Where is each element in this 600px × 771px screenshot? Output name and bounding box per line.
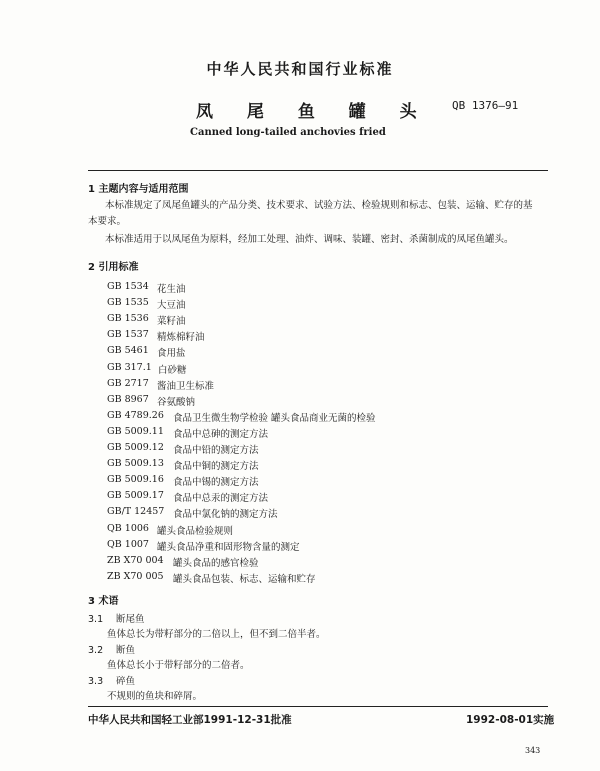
reference-code: GB 1536 — [107, 313, 149, 325]
reference-code: GB 1537 — [107, 329, 149, 341]
standard-number: QB 1376—91 — [452, 99, 519, 112]
reference-code: QB 1006 — [107, 522, 149, 534]
reference-title: 食品中总汞的测定方法 — [173, 493, 269, 505]
reference-title: 白砂糖 — [158, 364, 187, 376]
reference-code: GB 5009.11 — [107, 425, 164, 437]
term-number: 3.3 — [88, 676, 104, 687]
issuing-body-header: 中华人民共和国行业标准 — [206, 60, 394, 78]
footer-divider — [88, 706, 548, 707]
reference-code: ZB X70 004 — [107, 554, 164, 566]
reference-code: GB 8967 — [107, 393, 149, 405]
reference-code: GB/T 12457 — [107, 506, 165, 518]
term-definition: 鱼体总长为带籽部分的二倍以上，但不到二倍半者。 — [107, 629, 326, 640]
term-definition: 不规则的鱼块和碎屑。 — [107, 691, 203, 702]
header-divider — [88, 170, 548, 171]
reference-title: 罐头食品的感官检验 — [173, 557, 259, 569]
term-number: 3.1 — [88, 614, 104, 625]
implementation-date: 1992-08-01实施 — [466, 714, 555, 726]
reference-code: GB 5009.12 — [107, 442, 164, 453]
page-number: 343 — [525, 746, 541, 755]
section-3-heading: 3 术语 — [88, 596, 119, 607]
reference-title: 罐头食品检验规则 — [157, 525, 234, 537]
reference-code: GB 317.1 — [107, 361, 152, 373]
reference-title: 酱油卫生标准 — [157, 380, 215, 392]
reference-code: GB 5009.17 — [107, 490, 164, 502]
term-name: 断鱼 — [116, 645, 136, 656]
reference-title: 大豆油 — [157, 300, 186, 312]
section-1-heading: 1 主题内容与适用范围 — [88, 184, 189, 195]
section-1-paragraph-1-cont: 本要求。 — [88, 216, 127, 227]
reference-title: 菜籽油 — [157, 316, 186, 328]
reference-code: GB 2717 — [107, 377, 149, 389]
term-name: 碎鱼 — [116, 676, 136, 687]
term-definition: 鱼体总长小于带籽部分的二倍者。 — [107, 660, 250, 671]
reference-title: 精炼棉籽油 — [157, 332, 205, 344]
reference-code: QB 1007 — [107, 538, 149, 550]
reference-title: 花生油 — [157, 284, 186, 295]
reference-title: 食品中铜的测定方法 — [173, 461, 259, 473]
reference-title: 食品中氯化钠的测定方法 — [173, 509, 278, 521]
reference-code: GB 5461 — [107, 345, 149, 357]
term-name: 断尾鱼 — [116, 614, 145, 625]
approval-statement: 中华人民共和国轻工业部1991-12-31批准 — [88, 714, 292, 726]
english-subtitle: Canned long-tailed anchovies fried — [190, 127, 386, 138]
term-number: 3.2 — [88, 645, 104, 656]
reference-code: GB 4789.26 — [107, 409, 164, 421]
reference-code: ZB X70 005 — [107, 570, 164, 582]
reference-title: 罐头食品净重和固形物含量的测定 — [157, 541, 300, 553]
reference-title: 罐头食品包装、标志、运输和贮存 — [173, 573, 316, 585]
reference-code: GB 1534 — [107, 281, 149, 292]
reference-title: 食品中锡的测定方法 — [173, 477, 259, 489]
reference-title: 食品中铅的测定方法 — [173, 445, 259, 456]
reference-title: 食品卫生微生物学检验 罐头食品商业无菌的检验 — [173, 412, 376, 424]
document-title: 凤 尾 鱼 罐 头 — [196, 102, 431, 122]
reference-title: 食用盐 — [157, 348, 186, 360]
reference-code: GB 5009.13 — [107, 458, 164, 470]
section-1-paragraph-2: 本标准适用于以凤尾鱼为原料，经加工处理、油炸、调味、装罐、密封、杀菌制成的凤尾鱼罐头。 — [105, 234, 514, 245]
reference-code: GB 5009.16 — [107, 474, 164, 486]
reference-title: 食品中总砷的测定方法 — [173, 428, 269, 440]
section-2-heading: 2 引用标准 — [88, 262, 139, 273]
reference-code: GB 1535 — [107, 297, 149, 309]
section-1-paragraph-1: 本标准规定了凤尾鱼罐头的产品分类、技术要求、试验方法、检验规则和标志、包装、运输、贮存的基 — [105, 200, 533, 211]
reference-title: 谷氨酸钠 — [157, 396, 196, 408]
